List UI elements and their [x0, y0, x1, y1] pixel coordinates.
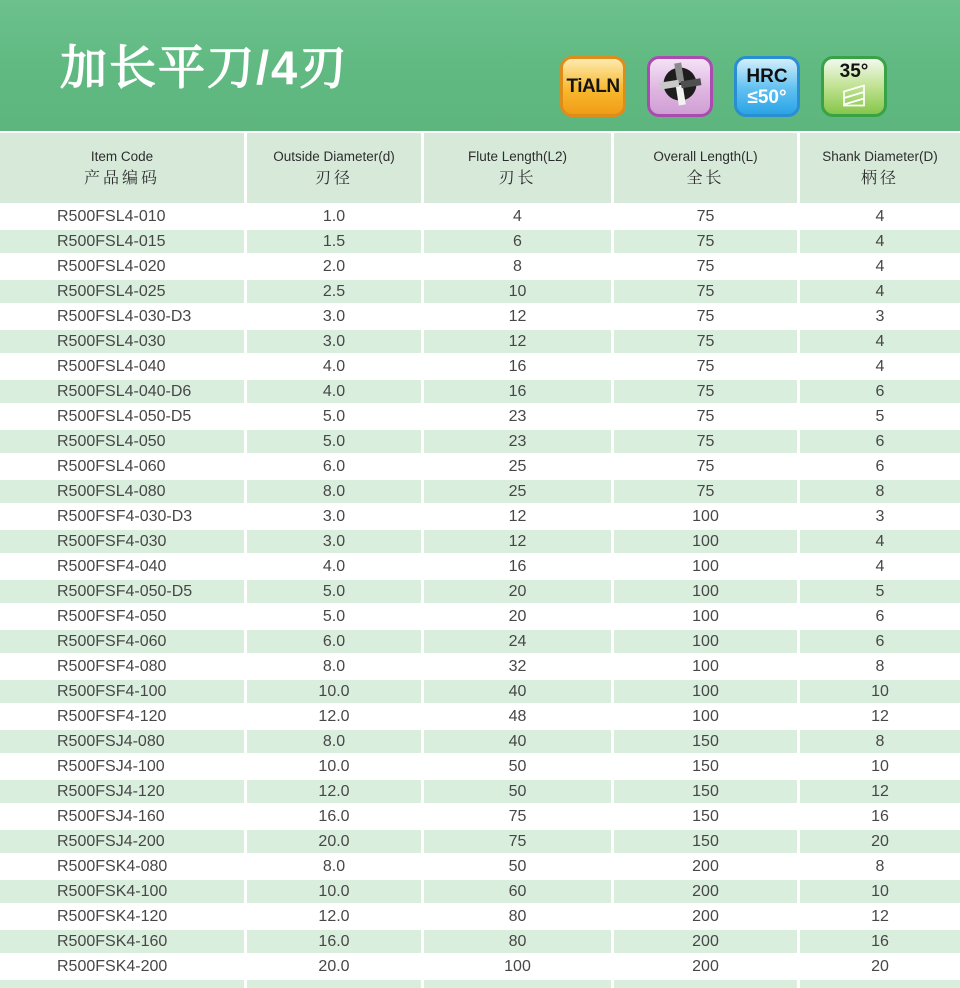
overall-length-cell: 150 [614, 805, 800, 830]
column-header-outside-diameter [247, 133, 424, 205]
table-row [0, 555, 960, 580]
table-row [0, 230, 960, 255]
outside-diameter-cell: 10.0 [247, 680, 424, 705]
overall-length-cell: 100 [614, 530, 800, 555]
table-row [0, 480, 960, 505]
shank-diameter-cell: 12 [800, 905, 960, 930]
helix-angle-icon [840, 83, 868, 112]
flute-length-cell: 100 [424, 955, 614, 980]
table-row [0, 580, 960, 605]
overall-length-cell: 100 [614, 655, 800, 680]
spec-badges [560, 56, 887, 117]
item-code-cell: R500FSL4-020 [0, 255, 247, 280]
page-title: 加长平刀/4刃 [60, 41, 349, 94]
flute-length-cell: 50 [424, 755, 614, 780]
hardness-badge [734, 56, 800, 117]
table-row [0, 505, 960, 530]
item-code-cell: R500FSF4-060 [0, 630, 247, 655]
overall-length-cell: 100 [614, 580, 800, 605]
flute-length-cell: 23 [424, 430, 614, 455]
outside-diameter-cell: 5.0 [247, 580, 424, 605]
table-row [0, 405, 960, 430]
shank-diameter-cell: 6 [800, 380, 960, 405]
item-code-cell: R500FSJ4-200 [0, 830, 247, 855]
table-row [0, 205, 960, 230]
helix-badge [821, 56, 887, 117]
outside-diameter-cell: 6.0 [247, 455, 424, 480]
table-row [0, 730, 960, 755]
column-header-en: Overall Length(L) [653, 149, 758, 164]
column-header-zh: 产品编码 [83, 170, 160, 187]
item-code-cell: R500FSL4-050 [0, 430, 247, 455]
item-code-cell: R500FSK4-200 [0, 955, 247, 980]
overall-length-cell: 100 [614, 605, 800, 630]
shank-diameter-cell: 6 [800, 455, 960, 480]
shank-diameter-cell: 16 [800, 805, 960, 830]
table-row [0, 355, 960, 380]
overall-length-cell: 200 [614, 880, 800, 905]
outside-diameter-cell: 10.0 [247, 880, 424, 905]
spec-table [0, 133, 960, 988]
table-header-row [0, 133, 960, 205]
flute-length-cell: 75 [424, 830, 614, 855]
outside-diameter-cell: 20.0 [247, 830, 424, 855]
shank-diameter-cell: 10 [800, 680, 960, 705]
overall-length-cell: 75 [614, 430, 800, 455]
outside-diameter-cell: 8.0 [247, 480, 424, 505]
flute-length-cell: 75 [424, 805, 614, 830]
table-body [0, 205, 960, 988]
overall-length-cell: 200 [614, 855, 800, 880]
shank-diameter-cell: 4 [800, 355, 960, 380]
table-row [0, 380, 960, 405]
shank-diameter-cell [800, 980, 960, 988]
flute-length-cell: 60 [424, 880, 614, 905]
flute-length-cell: 25 [424, 455, 614, 480]
outside-diameter-cell: 3.0 [247, 305, 424, 330]
overall-length-cell: 75 [614, 455, 800, 480]
hardness-badge-line1: HRC [746, 65, 788, 87]
item-code-cell: R500FSJ4-160 [0, 805, 247, 830]
table-row [0, 805, 960, 830]
outside-diameter-cell: 12.0 [247, 780, 424, 805]
shank-diameter-cell: 4 [800, 330, 960, 355]
flute-length-cell: 16 [424, 380, 614, 405]
flute-length-cell: 50 [424, 780, 614, 805]
flute-length-cell: 6 [424, 230, 614, 255]
shank-diameter-cell: 6 [800, 430, 960, 455]
flute-length-cell: 23 [424, 405, 614, 430]
shank-diameter-cell: 16 [800, 930, 960, 955]
overall-length-cell: 150 [614, 730, 800, 755]
overall-length-cell: 200 [614, 930, 800, 955]
overall-length-cell: 75 [614, 205, 800, 230]
helix-badge-label: 35° [839, 60, 869, 82]
item-code-cell: R500FSJ4-120 [0, 780, 247, 805]
shank-diameter-cell: 10 [800, 755, 960, 780]
outside-diameter-cell: 8.0 [247, 855, 424, 880]
item-code-cell: R500FSF4-030 [0, 530, 247, 555]
outside-diameter-cell: 10.0 [247, 755, 424, 780]
table-row [0, 830, 960, 855]
flute-length-cell: 80 [424, 905, 614, 930]
overall-length-cell: 75 [614, 480, 800, 505]
overall-length-cell: 100 [614, 505, 800, 530]
item-code-cell: R500FSF4-030-D3 [0, 505, 247, 530]
outside-diameter-cell: 6.0 [247, 630, 424, 655]
item-code-cell: R500FSF4-050-D5 [0, 580, 247, 605]
item-code-cell: R500FSF4-040 [0, 555, 247, 580]
shank-diameter-cell: 8 [800, 655, 960, 680]
outside-diameter-cell: 20.0 [247, 955, 424, 980]
shank-diameter-cell: 20 [800, 955, 960, 980]
item-code-cell: R500FSL4-015 [0, 230, 247, 255]
outside-diameter-cell: 3.0 [247, 505, 424, 530]
shank-diameter-cell: 12 [800, 705, 960, 730]
flute-length-cell: 12 [424, 305, 614, 330]
table-row [0, 855, 960, 880]
flute-length-cell: 40 [424, 730, 614, 755]
outside-diameter-cell: 12.0 [247, 905, 424, 930]
overall-length-cell: 75 [614, 280, 800, 305]
coating-badge-label: TiALN [566, 75, 620, 97]
table-row [0, 930, 960, 955]
table-row [0, 280, 960, 305]
item-code-cell: R500FSL4-030 [0, 330, 247, 355]
shank-diameter-cell: 8 [800, 730, 960, 755]
overall-length-cell: 200 [614, 905, 800, 930]
column-header-item-code [0, 133, 247, 205]
item-code-cell: R500FSK4-120 [0, 905, 247, 930]
overall-length-cell: 75 [614, 405, 800, 430]
title-banner [0, 0, 960, 131]
coating-badge [560, 56, 626, 117]
overall-length-cell: 150 [614, 780, 800, 805]
flutes-badge [647, 56, 713, 117]
overall-length-cell: 75 [614, 305, 800, 330]
shank-diameter-cell: 5 [800, 405, 960, 430]
overall-length-cell: 150 [614, 755, 800, 780]
shank-diameter-cell: 3 [800, 305, 960, 330]
overall-length-cell: 75 [614, 330, 800, 355]
flute-length-cell: 20 [424, 580, 614, 605]
table-row [0, 455, 960, 480]
table-row [0, 905, 960, 930]
table-row [0, 655, 960, 680]
flute-length-cell: 8 [424, 255, 614, 280]
outside-diameter-cell: 12.0 [247, 705, 424, 730]
flute-length-cell: 50 [424, 855, 614, 880]
item-code-cell: R500FSF4-100 [0, 680, 247, 705]
column-header-zh: 柄径 [860, 170, 899, 187]
column-header-zh: 刃径 [314, 170, 353, 187]
hardness-badge-line2: ≤50° [747, 86, 787, 108]
item-code-cell: R500FSL4-010 [0, 205, 247, 230]
column-header-en: Outside Diameter(d) [273, 149, 395, 164]
outside-diameter-cell: 5.0 [247, 405, 424, 430]
outside-diameter-cell: 5.0 [247, 430, 424, 455]
item-code-cell: R500FSL4-040-D6 [0, 380, 247, 405]
item-code-cell: R500FSK4-080 [0, 855, 247, 880]
end-mill-cross-section-icon [657, 61, 703, 112]
shank-diameter-cell: 4 [800, 280, 960, 305]
overall-length-cell: 200 [614, 955, 800, 980]
item-code-cell: R500FSL4-050-D5 [0, 405, 247, 430]
item-code-cell: R500FSJ4-080 [0, 730, 247, 755]
table-row [0, 530, 960, 555]
table-row [0, 605, 960, 630]
table-row [0, 255, 960, 280]
overall-length-cell: 100 [614, 630, 800, 655]
table-row [0, 430, 960, 455]
column-header-overall-length [614, 133, 800, 205]
outside-diameter-cell: 1.5 [247, 230, 424, 255]
flute-length-cell: 24 [424, 630, 614, 655]
shank-diameter-cell: 4 [800, 255, 960, 280]
flute-length-cell: 48 [424, 705, 614, 730]
outside-diameter-cell: 3.0 [247, 530, 424, 555]
outside-diameter-cell: 16.0 [247, 805, 424, 830]
shank-diameter-cell: 8 [800, 480, 960, 505]
overall-length-cell: 100 [614, 705, 800, 730]
shank-diameter-cell: 4 [800, 205, 960, 230]
flute-length-cell: 40 [424, 680, 614, 705]
shank-diameter-cell: 6 [800, 630, 960, 655]
item-code-cell: R500FSL4-030-D3 [0, 305, 247, 330]
shank-diameter-cell: 8 [800, 855, 960, 880]
column-header-shank-diameter [800, 133, 960, 205]
shank-diameter-cell: 10 [800, 880, 960, 905]
shank-diameter-cell: 4 [800, 530, 960, 555]
shank-diameter-cell: 4 [800, 555, 960, 580]
table-row [0, 880, 960, 905]
item-code-cell: R500FSL4-080 [0, 480, 247, 505]
overall-length-cell: 75 [614, 380, 800, 405]
table-row [0, 780, 960, 805]
overall-length-cell [614, 980, 800, 988]
column-header-en: Shank Diameter(D) [822, 149, 938, 164]
flute-length-cell: 4 [424, 205, 614, 230]
item-code-cell: R500FSK4-160 [0, 930, 247, 955]
outside-diameter-cell: 8.0 [247, 655, 424, 680]
table-row [0, 305, 960, 330]
flute-length-cell: 16 [424, 355, 614, 380]
overall-length-cell: 75 [614, 355, 800, 380]
item-code-cell: R500FSL4-025 [0, 280, 247, 305]
item-code-cell: R500FSK4-100 [0, 880, 247, 905]
item-code-cell: R500FSF4-080 [0, 655, 247, 680]
overall-length-cell: 75 [614, 255, 800, 280]
column-header-en: Item Code [90, 149, 154, 164]
flute-length-cell: 12 [424, 330, 614, 355]
overall-length-cell: 75 [614, 230, 800, 255]
outside-diameter-cell: 4.0 [247, 555, 424, 580]
item-code-cell: R500FSF4-120 [0, 705, 247, 730]
outside-diameter-cell: 2.5 [247, 280, 424, 305]
overall-length-cell: 100 [614, 680, 800, 705]
outside-diameter-cell: 8.0 [247, 730, 424, 755]
shank-diameter-cell: 12 [800, 780, 960, 805]
flute-length-cell: 10 [424, 280, 614, 305]
overall-length-cell: 100 [614, 555, 800, 580]
outside-diameter-cell: 4.0 [247, 380, 424, 405]
flute-length-cell [424, 980, 614, 988]
shank-diameter-cell: 5 [800, 580, 960, 605]
item-code-cell: R500FSJ4-100 [0, 755, 247, 780]
item-code-cell: R500FSF4-050 [0, 605, 247, 630]
table-row [0, 705, 960, 730]
table-row [0, 330, 960, 355]
flute-length-cell: 12 [424, 505, 614, 530]
outside-diameter-cell: 2.0 [247, 255, 424, 280]
table-row [0, 955, 960, 980]
outside-diameter-cell: 1.0 [247, 205, 424, 230]
column-header-flute-length [424, 133, 614, 205]
outside-diameter-cell [247, 980, 424, 988]
shank-diameter-cell: 3 [800, 505, 960, 530]
item-code-cell: R500FSL4-060 [0, 455, 247, 480]
flute-length-cell: 25 [424, 480, 614, 505]
item-code-cell [0, 980, 247, 988]
shank-diameter-cell: 4 [800, 230, 960, 255]
outside-diameter-cell: 4.0 [247, 355, 424, 380]
flute-length-cell: 16 [424, 555, 614, 580]
outside-diameter-cell: 5.0 [247, 605, 424, 630]
outside-diameter-cell: 16.0 [247, 930, 424, 955]
table-row-partial [0, 980, 960, 988]
column-header-zh: 刃长 [498, 170, 537, 187]
outside-diameter-cell: 3.0 [247, 330, 424, 355]
overall-length-cell: 150 [614, 830, 800, 855]
flute-length-cell: 20 [424, 605, 614, 630]
table-row [0, 630, 960, 655]
flute-length-cell: 80 [424, 930, 614, 955]
shank-diameter-cell: 20 [800, 830, 960, 855]
shank-diameter-cell: 6 [800, 605, 960, 630]
flute-length-cell: 12 [424, 530, 614, 555]
flute-length-cell: 32 [424, 655, 614, 680]
table-row [0, 680, 960, 705]
item-code-cell: R500FSL4-040 [0, 355, 247, 380]
table-row [0, 755, 960, 780]
column-header-en: Flute Length(L2) [467, 149, 568, 164]
column-header-zh: 全长 [686, 170, 725, 187]
